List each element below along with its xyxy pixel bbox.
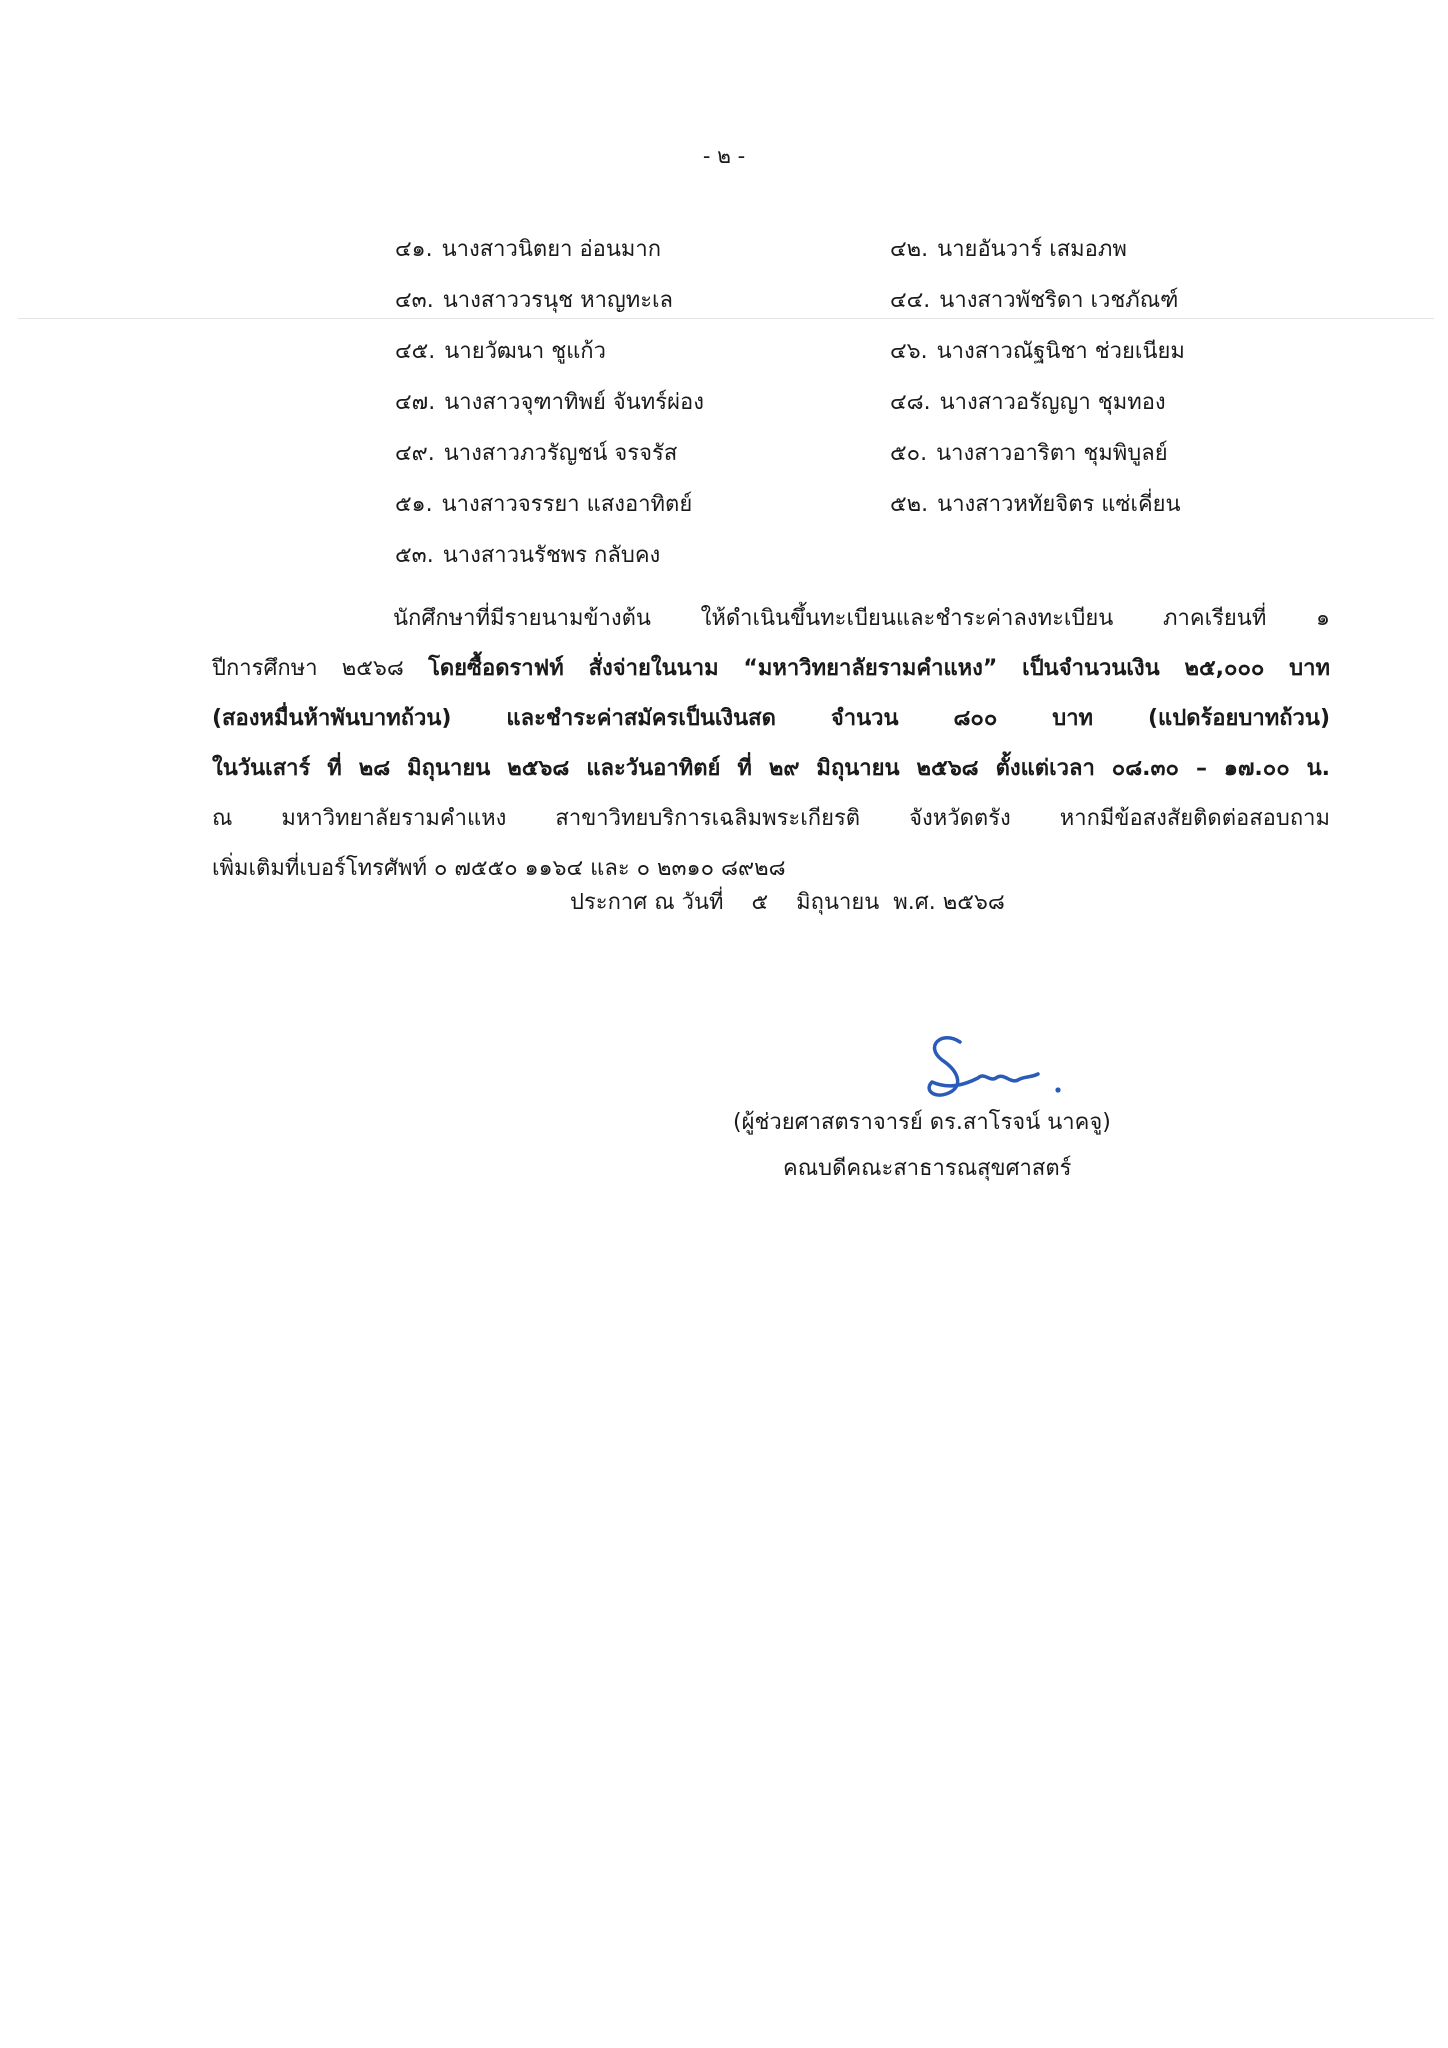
list-item: ๕๐. นางสาวอาริตา ชุมพิบูลย์ — [890, 441, 1168, 466]
list-item: ๔๒. นายอันวาร์ เสมอภพ — [890, 237, 1127, 262]
signer-name: (ผู้ช่วยศาสตราจารย์ ดร.สาโรจน์ นาคจู) — [733, 1110, 1111, 1135]
signature-dot — [1055, 1087, 1060, 1092]
list-item: ๕๓. นางสาวนรัชพร กลับคง — [395, 543, 661, 568]
signature-stroke — [929, 1038, 1038, 1095]
list-item: ๔๘. นางสาวอรัญญา ชุมทอง — [890, 390, 1166, 415]
list-item: ๔๑. นางสาวนิตยา อ่อนมาก — [395, 237, 662, 262]
announcement-paragraph — [212, 594, 1330, 894]
name-row — [395, 529, 1275, 580]
name-row — [395, 274, 1275, 325]
list-item: ๔๙. นางสาวภวรัญชน์ จรจรัส — [395, 441, 678, 466]
list-item: ๔๕. นายวัฒนา ชูแก้ว — [395, 339, 606, 364]
bold-text: ในวันเสาร์ ที่ ๒๘ มิถุนายน ๒๕๖๘ และวันอาทิตย์ ที่ ๒๙ มิถุนายน ๒๕๖๘ ตั้งแต่เวลา ๐๘.๓๐ – ๑๗.๐๐ น. — [212, 756, 1330, 781]
name-row — [395, 427, 1275, 478]
page-number: - ๒ - — [702, 144, 746, 168]
name-row — [395, 223, 1275, 274]
paragraph-line — [212, 744, 1330, 794]
name-row — [395, 376, 1275, 427]
paragraph-line: ณ มหาวิทยาลัยรามคำแหง สาขาวิทยบริการเฉลิมพระเกียรติ จังหวัดตรัง หากมีข้อสงสัยติดต่อสอบถาม — [212, 806, 1330, 831]
list-item: ๔๔. นางสาวพัชริดา เวชภัณฑ์ — [890, 288, 1179, 313]
name-row — [395, 478, 1275, 529]
list-item: ๕๑. นางสาวจรรยา แสงอาทิตย์ — [395, 492, 693, 517]
list-item: ๔๓. นางสาววรนุช หาญทะเล — [395, 288, 674, 313]
paragraph-line: เพิ่มเติมที่เบอร์โทรศัพท์ ๐ ๗๕๕๐ ๑๑๖๔ และ ๐ ๒๓๑๐ ๘๙๒๘ — [212, 856, 786, 881]
list-item: ๔๖. นางสาวณัฐนิชา ช่วยเนียม — [890, 339, 1185, 364]
signer-title: คณบดีคณะสาธารณสุขศาสตร์ — [783, 1156, 1072, 1181]
bold-text: โดยซื้อดราฟท์ สั่งจ่ายในนาม “มหาวิทยาลัยรามคำแหง” เป็นจำนวนเงิน ๒๕,๐๐๐ บาท — [428, 656, 1330, 681]
list-item: ๕๒. นางสาวหทัยจิตร แซ่เคี่ยน — [890, 492, 1181, 517]
bold-text: (สองหมื่นห้าพันบาทถ้วน) และชำระค่าสมัครเป็นเงินสด จำนวน ๘๐๐ บาท (แปดร้อยบาทถ้วน) — [212, 706, 1331, 731]
student-name-list — [395, 223, 1275, 580]
paragraph-line — [212, 694, 1330, 744]
announcement-date: ประกาศ ณ วันที่ ๕ มิถุนายน พ.ศ. ๒๕๖๘ — [570, 890, 1005, 915]
list-item: ๔๗. นางสาวจุฑาทิพย์ จันทร์ผ่อง — [395, 390, 704, 415]
paragraph-line: ปีการศึกษา ๒๕๖๘ โดยซื้อดราฟท์ สั่งจ่ายในนาม “มหาวิทยาลัยรามคำแหง” เป็นจำนวนเงิน ๒๕,๐๐๐ บาท — [212, 656, 1330, 681]
name-row — [395, 325, 1275, 376]
paragraph-line: นักศึกษาที่มีรายนามข้างต้น ให้ดำเนินขึ้นทะเบียนและชำระค่าลงทะเบียน ภาคเรียนที่ ๑ — [393, 606, 1330, 631]
